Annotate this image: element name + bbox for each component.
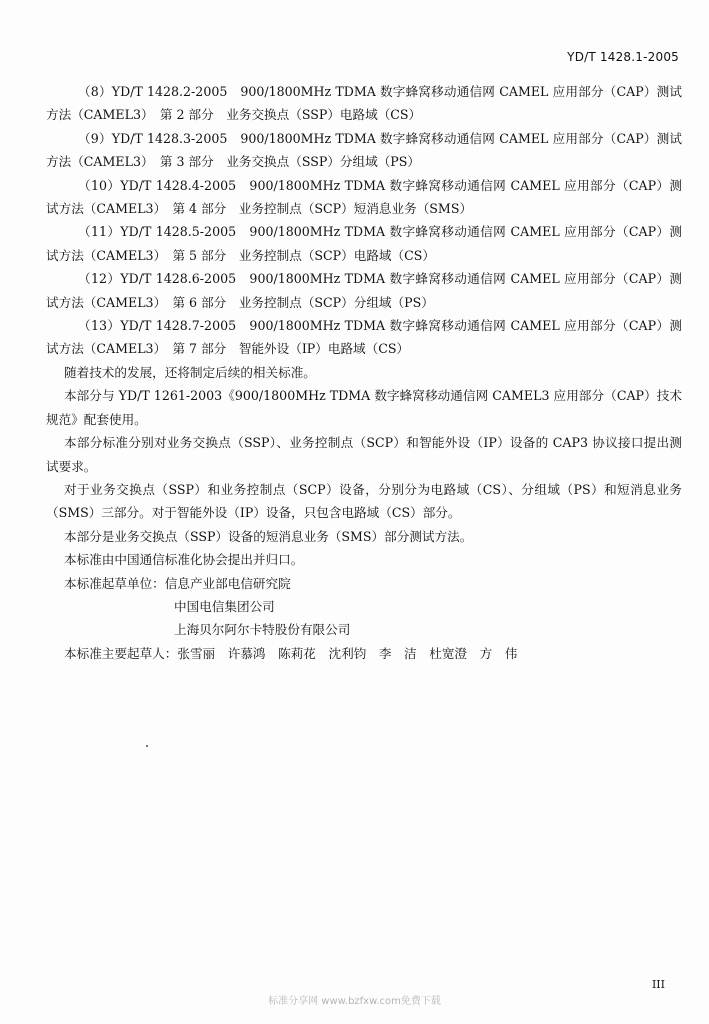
related-standard-item-9: （9）YD/T 1428.3-2005 900/1800MHz TDMA 数字蜂窝移动通信网 CAMEL 应用部分（CAP）测试方法（CAMEL3） 第 3 部分 业务交换点（SSP）分组域（PS） [46,130,682,170]
standard-number-header: YD/T 1428.1-2005 [567,50,679,64]
related-standard-item-13: （13）YD/T 1428.7-2005 900/1800MHz TDMA 数字蜂窝移动通信网 CAMEL 应用部分（CAP）测试方法（CAMEL3） 第 7 部分 智能外设（IP）电路域（CS） [46,318,682,357]
related-standard-item-12: （12）YD/T 1428.6-2005 900/1800MHz TDMA 数字蜂窝移动通信网 CAMEL 应用部分（CAP）测试方法（CAMEL3） 第 6 部分 业务控制点（SCP）分组域（PS） [46,271,682,310]
document-body [46,80,682,665]
drafting-units-line [46,572,682,595]
main-drafters-line: 本标准主要起草人：张雪丽 许慕鸿 陈莉花 沈利钧 李 洁 杜宽澄 方 伟 [64,645,518,661]
drafting-unit-3: 上海贝尔阿尔卡特股份有限公司 [174,622,351,638]
related-standard-item-11: （11）YD/T 1428.5-2005 900/1800MHz TDMA 数字蜂窝移动通信网 CAMEL 应用部分（CAP）测试方法（CAMEL3） 第 5 部分 业务控制点（SCP）电路域（CS） [46,224,682,263]
related-standard-item-8: （8）YD/T 1428.2-2005 900/1800MHz TDMA 数字蜂窝移动通信网 CAMEL 应用部分（CAP）测试方法（CAMEL3） 第 2 部分 业务交换点（SSP）电路域（CS） [46,84,682,123]
related-standard-item-10: （10）YD/T 1428.4-2005 900/1800MHz TDMA 数字蜂窝移动通信网 CAMEL 应用部分（CAP）测试方法（CAMEL3） 第 4 部分 业务控制点（SCP）短消息业务（SMS） [46,177,682,217]
paragraph-test-requirements: 本部分标准分别对业务交换点（SSP）、业务控制点（SCP）和智能外设（IP）设备的 CAP3 协议接口提出测试要求。 [46,435,682,474]
scan-speck [146,745,148,747]
watermark: 标准分享网 www.bzfxw.com免费下载 [268,996,441,1007]
paragraph-device-domains: 对于业务交换点（SSP）和业务控制点（SCP）设备，分别分为电路域（CS）、分组域（PS）和短消息业务（SMS）三部分。对于智能外设（IP）设备，只包含电路域（CS）部分。 [46,481,682,521]
drafting-unit-1: 信息产业部电信研究院 [164,575,291,591]
page-number: III [651,978,665,991]
drafting-units-label: 本标准起草单位： [64,575,165,591]
paragraph-companion-spec: 本部分与 YD/T 1261-2003《900/1800MHz TDMA 数字蜂窝移动通信网 CAMEL3 应用部分（CAP）技术规范》配套使用。 [46,388,682,427]
paragraph-scope: 本部分是业务交换点（SSP）设备的短消息业务（SMS）部分测试方法。 [64,528,473,544]
drafting-unit-2: 中国电信集团公司 [174,598,275,614]
paragraph-future-standards: 随着技术的发展，还将制定后续的相关标准。 [64,364,316,380]
paragraph-proposed-by: 本标准由中国通信标准化协会提出并归口。 [64,552,304,568]
